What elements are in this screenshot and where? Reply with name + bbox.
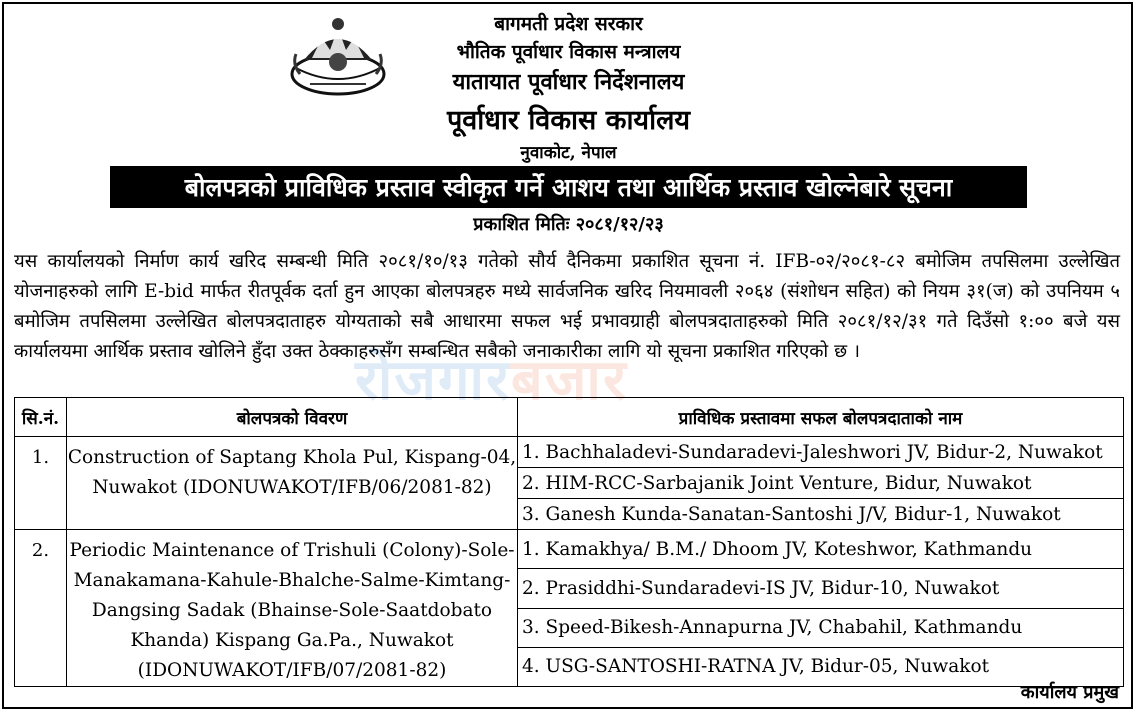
row-sn: 1. bbox=[15, 437, 67, 530]
bidder-item: 4. USG-SANTOSHI-RATNA JV, Bidur-05, Nuwakot bbox=[518, 647, 1124, 686]
header-bidders: प्राविधिक प्रस्तावमा सफल बोलपत्रदाताको नाम bbox=[518, 398, 1124, 437]
bidder-item: 1. Bachhaladevi-Sundaradevi-Jaleshwori JV, Bidur-2, Nuwakot bbox=[518, 437, 1124, 468]
row-description: Construction of Saptang Khola Pul, Kispang-04, Nuwakot (IDONUWAKOT/IFB/06/2081-82) bbox=[67, 437, 518, 530]
ministry-name: भौतिक पूर्वाधार विकास मन्त्रालय bbox=[456, 41, 681, 63]
bidder-item: 2. HIM-RCC-Sarbajanik Joint Venture, Bidur, Nuwakot bbox=[518, 468, 1124, 499]
directorate-name: यातायात पूर्वाधार निर्देशनालय bbox=[452, 69, 685, 95]
row-sn: 2. bbox=[15, 530, 67, 687]
row-description: Periodic Maintenance of Trishuli (Colony)-Sole-Manakamana-Kahule-Bhalche-Salme-Kimtang-Dangsing Sadak (Bhainse-Sole-Saatdobato Khanda) Kispang Ga.Pa., Nuwakot (IDONUWAKOT/IFB/07/2081-82) bbox=[67, 530, 518, 687]
header-description: बोलपत्रको विवरण bbox=[67, 398, 518, 437]
bidder-item: 1. Kamakhya/ B.M./ Dhoom JV, Koteshwor, Kathmandu bbox=[518, 530, 1124, 569]
table-header-row bbox=[15, 398, 1124, 437]
watermark-part-2: बजार bbox=[510, 348, 628, 413]
bid-results-table bbox=[14, 397, 1124, 687]
government-name: बागमती प्रदेश सरकार bbox=[494, 13, 643, 35]
watermark-part-1: रोजगार bbox=[355, 348, 511, 413]
office-location: नुवाकोट, नेपाल bbox=[520, 143, 617, 163]
bidder-item: 3. Speed-Bikesh-Annapurna JV, Chabahil, Kathmandu bbox=[518, 608, 1124, 647]
notice-title-banner: बोलपत्रको प्राविधिक प्रस्ताव स्वीकृत गर्ने आशय तथा आर्थिक प्रस्ताव खोल्नेबारे सूचना bbox=[110, 166, 1027, 208]
office-name: पूर्वाधार विकास कार्यालय bbox=[446, 105, 691, 136]
published-date: प्रकाशित मितिः २०८१/१२/२३ bbox=[473, 214, 664, 235]
office-chief-signature: कार्यालय प्रमुख bbox=[1020, 682, 1119, 703]
table-row bbox=[15, 530, 1124, 569]
notice-body-text: यस कार्यालयको निर्माण कार्य खरिद सम्बन्धी मिति २०८१/१०/१३ गतेको सौर्य दैनिकमा प्रकाशित सूचना नं. IFB-०२/२०८१-८२ बमोजिम तपसिलमा उल्लेखित योजनाहरुको लागि E-bid मार्फत रीतपूर्वक दर्ता हुन आएका बोलपत्रहरु मध्ये सार्वजनिक खरिद नियमावली २०६४ (संशोधन सहित) को नियम ३१(ज) को उपनियम ५ बमोजिम तपसिलमा उल्लेखित बोलपत्रदाताहरु योग्यताको सबै आधारमा सफल भई प्रभावग्राही बोलपत्रदाताहरुको मिति २०८१/१२/३१ गते दिउँसो १:०० बजे यस कार्यालयमा आर्थिक प्रस्ताव खोलिने हुँदा उक्त ठेक्काहरुसँग सम्बन्धित सबैको जनाकारीका लागि यो सूचना प्रकाशित गरिएको छ । bbox=[14, 251, 1120, 362]
table-row bbox=[15, 437, 1124, 468]
bidder-item: 3. Ganesh Kunda-Sanatan-Santoshi J/V, Bidur-1, Nuwakot bbox=[518, 499, 1124, 530]
header-sn: सि.नं. bbox=[15, 398, 67, 437]
bidder-item: 2. Prasiddhi-Sundaradevi-IS JV, Bidur-10, Nuwakot bbox=[518, 569, 1124, 608]
